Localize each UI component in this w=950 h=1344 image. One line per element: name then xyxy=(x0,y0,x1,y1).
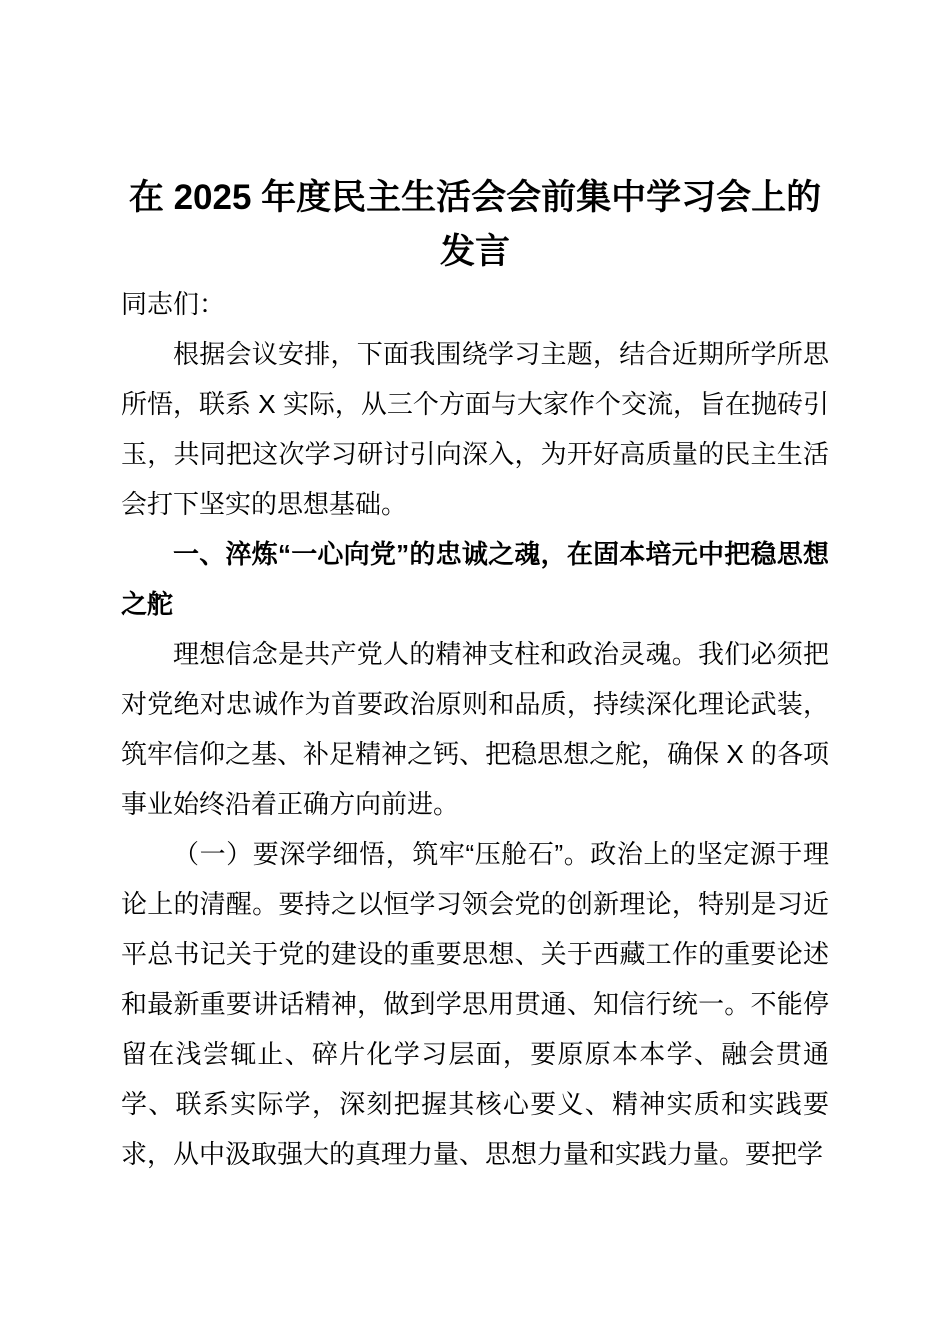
document-page xyxy=(121,0,829,1179)
paragraph-ideals: 理想信念是共产党人的精神支柱和政治灵魂。我们必须把对党绝对忠诚作为首要政治原则和品质，持续深化理论武装，筑牢信仰之基、补足精神之钙、把稳思想之舵，确保 X 的各项事业始终沿着正确方向前进。 xyxy=(121,639,829,819)
salutation: 同志们： xyxy=(121,289,226,319)
paragraph-intro: 根据会议安排，下面我围绕学习主题，结合近期所学所思所悟，联系 X 实际，从三个方面与大家作个交流，旨在抛砖引玉，共同把这次学习研讨引向深入，为开好高质量的民主生活会打下坚实的思想基础。 xyxy=(121,339,829,519)
paragraph-subsection-1: （一）要深学细悟，筑牢“压舱石”。政治上的坚定源于理论上的清醒。要持之以恒学习领会党的创新理论，特别是习近平总书记关于党的建设的重要思想、关于西藏工作的重要论述和最新重要讲话精神，做到学思用贯通、知信行统一。不能停留在浅尝辄止、碎片化学习层面，要原原本本学、融会贯通学、联系实际学，深刻把握其核心要义、精神实质和实践要求，从中汲取强大的真理力量、思想力量和实践力量。要把学 xyxy=(121,839,829,1169)
document-title: 在 2025 年度民主生活会会前集中学习会上的发言 xyxy=(128,178,822,271)
section-heading-1: 一、淬炼“一心向党”的忠诚之魂，在固本培元中把稳思想之舵 xyxy=(121,539,829,619)
